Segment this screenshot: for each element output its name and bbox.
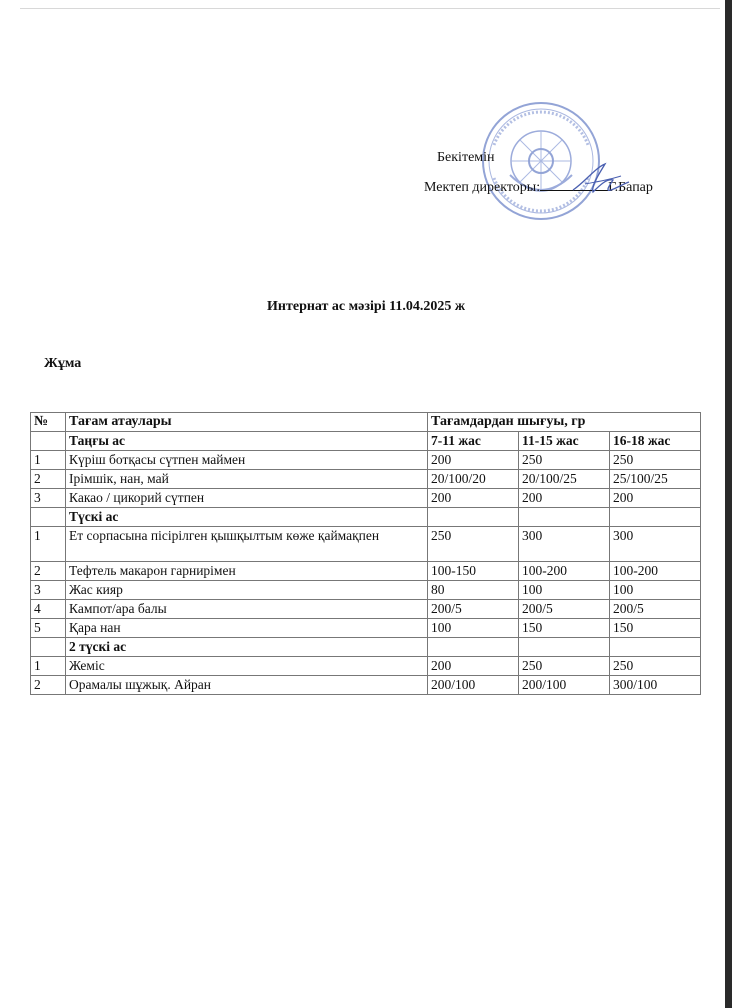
row-num: 4 bbox=[31, 600, 66, 619]
director-name: Г.Бапар bbox=[608, 180, 653, 195]
dish-name: Орамалы шұжық. Айран bbox=[66, 676, 428, 695]
table-row bbox=[31, 470, 701, 489]
page-top-border bbox=[20, 8, 720, 9]
dish-name: Жеміс bbox=[66, 657, 428, 676]
yield-16-18: 300 bbox=[610, 527, 701, 562]
yield-11-15: 200 bbox=[519, 489, 610, 508]
row-num: 2 bbox=[31, 562, 66, 581]
age-group-header: 7-11 жас bbox=[428, 432, 519, 451]
empty-cell bbox=[428, 638, 519, 657]
row-num: 1 bbox=[31, 451, 66, 470]
signature-icon bbox=[565, 160, 635, 200]
section-num-cell bbox=[31, 432, 66, 451]
yield-7-11: 80 bbox=[428, 581, 519, 600]
section-num-cell bbox=[31, 638, 66, 657]
yield-16-18: 200 bbox=[610, 489, 701, 508]
yield-16-18: 150 bbox=[610, 619, 701, 638]
row-num: 1 bbox=[31, 657, 66, 676]
empty-cell bbox=[519, 638, 610, 657]
section-row bbox=[31, 638, 701, 657]
yield-7-11: 200 bbox=[428, 489, 519, 508]
yield-11-15: 200/5 bbox=[519, 600, 610, 619]
yield-7-11: 200 bbox=[428, 657, 519, 676]
header-dish-names: Тағам атаулары bbox=[66, 413, 428, 432]
age-group-header: 11-15 жас bbox=[519, 432, 610, 451]
yield-11-15: 250 bbox=[519, 451, 610, 470]
yield-11-15: 150 bbox=[519, 619, 610, 638]
yield-11-15: 200/100 bbox=[519, 676, 610, 695]
empty-cell bbox=[610, 638, 701, 657]
table-row bbox=[31, 676, 701, 695]
dish-name: Тефтель макарон гарнирімен bbox=[66, 562, 428, 581]
table-row bbox=[31, 581, 701, 600]
yield-16-18: 250 bbox=[610, 451, 701, 470]
row-num: 3 bbox=[31, 489, 66, 508]
section-row bbox=[31, 432, 701, 451]
table-row bbox=[31, 657, 701, 676]
yield-11-15: 250 bbox=[519, 657, 610, 676]
table-row bbox=[31, 600, 701, 619]
empty-cell bbox=[428, 508, 519, 527]
table-row bbox=[31, 489, 701, 508]
yield-7-11: 20/100/20 bbox=[428, 470, 519, 489]
yield-16-18: 250 bbox=[610, 657, 701, 676]
yield-7-11: 100 bbox=[428, 619, 519, 638]
section-title: 2 түскі ас bbox=[66, 638, 428, 657]
dish-name: Какао / цикорий сүтпен bbox=[66, 489, 428, 508]
row-num: 3 bbox=[31, 581, 66, 600]
yield-7-11: 100-150 bbox=[428, 562, 519, 581]
header-yield: Тағамдардан шығуы, гр bbox=[428, 413, 701, 432]
dish-name: Қара нан bbox=[66, 619, 428, 638]
row-num: 2 bbox=[31, 676, 66, 695]
yield-11-15: 300 bbox=[519, 527, 610, 562]
row-num: 5 bbox=[31, 619, 66, 638]
table-row bbox=[31, 562, 701, 581]
yield-16-18: 300/100 bbox=[610, 676, 701, 695]
table-row bbox=[31, 527, 701, 562]
yield-11-15: 100 bbox=[519, 581, 610, 600]
dish-name: Кампот/ара балы bbox=[66, 600, 428, 619]
table-header-row bbox=[31, 413, 701, 432]
yield-11-15: 100-200 bbox=[519, 562, 610, 581]
yield-16-18: 200/5 bbox=[610, 600, 701, 619]
yield-7-11: 200/100 bbox=[428, 676, 519, 695]
yield-7-11: 250 bbox=[428, 527, 519, 562]
document-title: Интернат ас мәзірі 11.04.2025 ж bbox=[267, 299, 465, 314]
section-title: Таңғы ас bbox=[66, 432, 428, 451]
director-label: Мектеп директоры: bbox=[424, 180, 541, 195]
menu-table bbox=[30, 412, 701, 695]
section-row bbox=[31, 508, 701, 527]
section-num-cell bbox=[31, 508, 66, 527]
row-num: 2 bbox=[31, 470, 66, 489]
age-group-header: 16-18 жас bbox=[610, 432, 701, 451]
yield-16-18: 100-200 bbox=[610, 562, 701, 581]
dish-name: Ірімшік, нан, май bbox=[66, 470, 428, 489]
yield-16-18: 100 bbox=[610, 581, 701, 600]
table-row bbox=[31, 619, 701, 638]
yield-16-18: 25/100/25 bbox=[610, 470, 701, 489]
yield-7-11: 200 bbox=[428, 451, 519, 470]
empty-cell bbox=[519, 508, 610, 527]
section-title: Түскі ас bbox=[66, 508, 428, 527]
approve-label: Бекітемін bbox=[437, 150, 495, 165]
empty-cell bbox=[610, 508, 701, 527]
table-row bbox=[31, 451, 701, 470]
dish-name: Күріш ботқасы сүтпен маймен bbox=[66, 451, 428, 470]
row-num: 1 bbox=[31, 527, 66, 562]
header-num: № bbox=[31, 413, 66, 432]
dish-name: Жас кияр bbox=[66, 581, 428, 600]
dish-name: Ет сорпасына пісірілген қышқылтым көже қаймақпен bbox=[66, 527, 428, 562]
yield-11-15: 20/100/25 bbox=[519, 470, 610, 489]
weekday-label: Жұма bbox=[44, 356, 82, 371]
yield-7-11: 200/5 bbox=[428, 600, 519, 619]
scan-edge bbox=[725, 0, 732, 1008]
